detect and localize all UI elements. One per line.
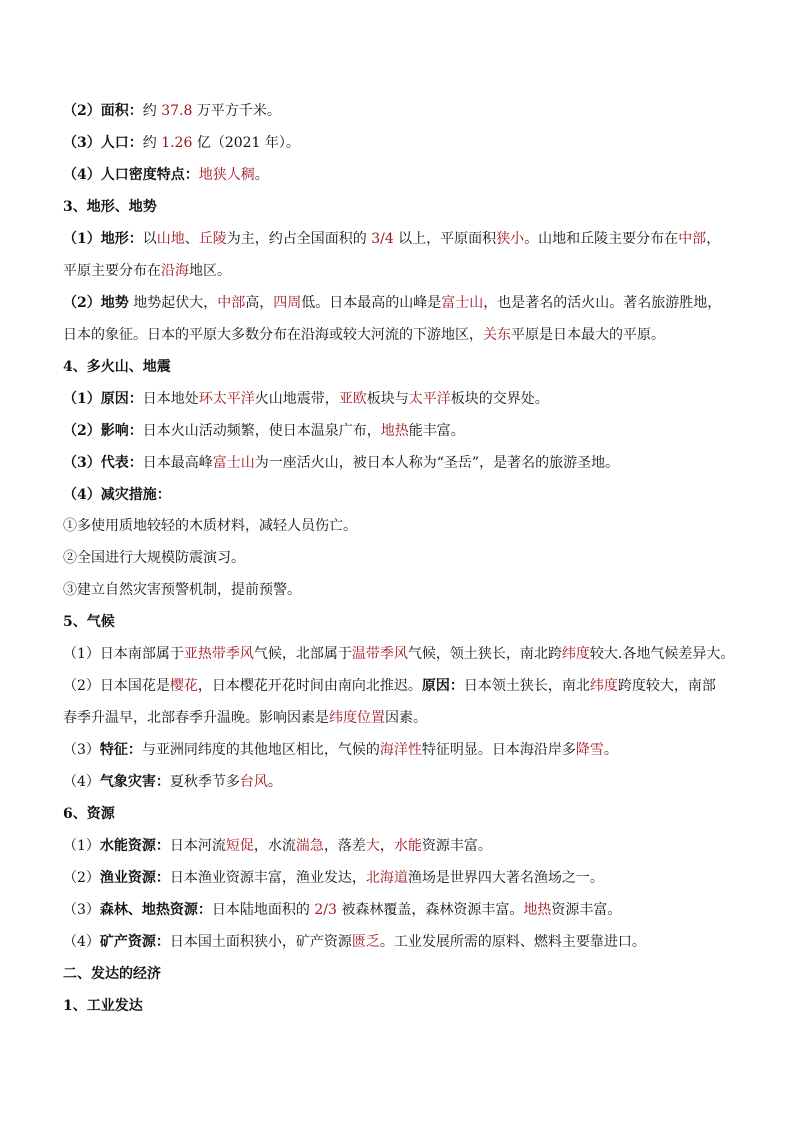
- relief-line-2-segment: 关东: [483, 327, 511, 343]
- representative-line: [63, 453, 733, 473]
- area-line: [63, 101, 733, 121]
- mineral-line-segment: 。工业发展所需的原料、燃料主要靠进口。: [379, 934, 646, 950]
- climate-feature-line-segment: （3）: [63, 742, 100, 758]
- mitigation-1: [63, 516, 733, 536]
- water-line-segment: 湍急: [295, 838, 324, 854]
- climate-line-1-segment: 气候，领土狭长，南北跨: [407, 646, 562, 662]
- climate-line-1-segment: 亚热带季风: [183, 646, 254, 662]
- mitigation-2-segment: ②全国进行大规模防震演习。: [63, 550, 245, 566]
- water-line-segment: ，水流: [253, 838, 296, 854]
- forest-line-segment: 被森林覆盖，森林资源丰富。: [336, 902, 524, 918]
- fishery-line-segment: 渔业资源：: [99, 870, 170, 886]
- climate-line-2-segment: ，日本樱花开花时间由南向北推迟。: [197, 678, 422, 694]
- terrain-line-1-segment: 山地: [156, 231, 185, 247]
- cause-line-segment: 板块的交界处。: [450, 391, 549, 407]
- relief-line-1-segment: 低。日本最高的山峰是: [301, 295, 442, 311]
- heading-climate-segment: 5、气候: [63, 614, 115, 630]
- terrain-line-2: [63, 261, 733, 281]
- heading-resources-segment: 6、资源: [63, 806, 115, 822]
- relief-line-1-segment: 高，: [245, 295, 274, 311]
- relief-line-1-segment: 地势起伏大，: [128, 295, 218, 311]
- fishery-line-segment: （2）: [63, 870, 100, 886]
- heading-resources: [63, 804, 733, 824]
- mitigation-1-segment: ①多使用质地较轻的木质材料，减轻人员伤亡。: [63, 518, 357, 534]
- relief-line-1: [63, 293, 733, 313]
- relief-line-1-segment: 四周: [273, 295, 302, 311]
- terrain-line-1-segment: 3/4: [371, 231, 394, 247]
- climate-line-3: [63, 708, 733, 728]
- population-line-segment: （3）人口：: [63, 135, 143, 151]
- area-line-segment: 37.8: [161, 103, 193, 119]
- cause-line-segment: 太平洋: [408, 391, 451, 407]
- climate-line-2-segment: 日本领土狭长，南北: [463, 678, 590, 694]
- water-line-segment: 水能: [393, 838, 422, 854]
- population-line-segment: 1.26: [161, 135, 193, 151]
- relief-line-2-segment: 日本的象征。日本的平原大多数分布在沿海或较大河流的下游地区，: [63, 327, 483, 343]
- representative-line-segment: 为一座活火山，被日本人称为“圣岳”，是著名的旅游圣地。: [254, 455, 620, 471]
- water-line-segment: 水能资源：: [99, 838, 170, 854]
- relief-line-1-segment: 中部: [217, 295, 246, 311]
- cause-line-segment: 亚欧: [338, 391, 367, 407]
- forest-line: [63, 900, 733, 920]
- mineral-line: [63, 932, 733, 952]
- cause-line-segment: 环太平洋: [198, 391, 255, 407]
- representative-line-segment: 富士山: [212, 455, 255, 471]
- forest-line-segment: 资源丰富。: [551, 902, 622, 918]
- terrain-line-1-segment: 以上，平原面积: [393, 231, 497, 247]
- climate-feature-line-segment: 特征：: [99, 742, 142, 758]
- terrain-line-1: [63, 229, 733, 249]
- water-line-segment: 大: [365, 838, 380, 854]
- impact-line-segment: 地热: [380, 423, 409, 439]
- terrain-line-1-segment: （1）地形：: [63, 231, 143, 247]
- heading-volcano-segment: 4、多火山、地震: [63, 359, 171, 375]
- climate-feature-line-segment: 。: [603, 742, 618, 758]
- relief-line-1-segment: （2）地势: [63, 295, 129, 311]
- forest-line-segment: 地热: [523, 902, 552, 918]
- mitigation-3-segment: ③建立自然灾害预警机制，提前预警。: [63, 582, 301, 598]
- forest-line-segment: 森林、地热资源：: [99, 902, 212, 918]
- mineral-line-segment: 日本国土面积狭小，矿产资源: [169, 934, 352, 950]
- cause-line-segment: 日本地处: [142, 391, 199, 407]
- climate-feature-line-segment: 海洋性: [379, 742, 422, 758]
- terrain-line-1-segment: 狭小: [496, 231, 525, 247]
- climate-line-3-segment: 春季升温早，北部春季升温晚。影响因素是: [63, 710, 329, 726]
- climate-line-1-segment: （1）日本南部属于: [63, 646, 184, 662]
- climate-line-2-segment: （2）日本国花是: [63, 678, 170, 694]
- heading-economy-segment: 二、发达的经济: [63, 966, 161, 982]
- mineral-line-segment: 匮乏: [351, 934, 380, 950]
- water-line-segment: ，落差: [323, 838, 366, 854]
- representative-line-segment: 日本最高峰: [142, 455, 213, 471]
- mitigation-3: [63, 580, 733, 600]
- climate-line-3-segment: 纬度位置: [329, 710, 385, 726]
- climate-line-3-segment: 因素。: [385, 710, 427, 726]
- water-line-segment: ，: [379, 838, 394, 854]
- terrain-line-1-segment: 。山地和丘陵主要分布在: [524, 231, 679, 247]
- terrain-line-1-segment: 为主，约占全国面积的: [226, 231, 372, 247]
- impact-line: [63, 421, 733, 441]
- area-line-segment: 约: [142, 103, 162, 119]
- fishery-line-segment: 日本渔业资源丰富，渔业发达，: [169, 870, 366, 886]
- climate-line-2-segment: 跨度较大，南部: [617, 678, 716, 694]
- mineral-line-segment: 矿产资源：: [99, 934, 170, 950]
- climate-line-1-segment: 温带季风: [351, 646, 408, 662]
- impact-line-segment: （2）影响：: [63, 423, 143, 439]
- heading-terrain-segment: 3、地形、地势: [63, 199, 157, 215]
- terrain-line-1-segment: 以: [142, 231, 157, 247]
- mitigation-2: [63, 548, 733, 568]
- climate-line-1-segment: 气候，北部属于: [253, 646, 352, 662]
- density-line-segment: 地狭人稠: [198, 167, 255, 183]
- cause-line-segment: 火山地震带，: [254, 391, 339, 407]
- terrain-line-2-segment: 沿海: [161, 263, 189, 279]
- relief-line-2-segment: 平原是日本最大的平原。: [511, 327, 665, 343]
- climate-disaster-line-segment: 台风: [239, 774, 268, 790]
- climate-disaster-line-segment: 夏秋季节多: [169, 774, 240, 790]
- terrain-line-2-segment: 地区。: [189, 263, 231, 279]
- relief-line-1-segment: 富士山: [441, 295, 484, 311]
- terrain-line-1-segment: 、: [184, 231, 199, 247]
- density-line: [63, 165, 733, 185]
- climate-disaster-line-segment: 气象灾害：: [99, 774, 170, 790]
- heading-industry: [63, 996, 733, 1016]
- climate-disaster-line: [63, 772, 733, 792]
- representative-line-segment: （3）代表：: [63, 455, 143, 471]
- climate-feature-line-segment: 与亚洲同纬度的其他地区相比，气候的: [141, 742, 380, 758]
- water-line: [63, 836, 733, 856]
- forest-line-segment: 日本陆地面积的: [211, 902, 315, 918]
- density-line-segment: （4）人口密度特点：: [63, 167, 199, 183]
- heading-volcano: [63, 357, 733, 377]
- forest-line-segment: 2/3: [314, 902, 337, 918]
- mineral-line-segment: （4）: [63, 934, 100, 950]
- cause-line: [63, 389, 733, 409]
- density-line-segment: 。: [254, 167, 269, 183]
- fishery-line-segment: 北海道: [365, 870, 408, 886]
- climate-line-2-segment: 原因：: [421, 678, 464, 694]
- climate-line-1: [63, 644, 733, 664]
- mitigation-heading-segment: （4）减灾措施：: [63, 487, 171, 503]
- climate-line-2-segment: 纬度: [589, 678, 618, 694]
- mitigation-heading: [63, 485, 733, 505]
- area-line-segment: （2）面积：: [63, 103, 143, 119]
- forest-line-segment: （3）: [63, 902, 100, 918]
- population-line: [63, 133, 733, 153]
- water-line-segment: 短促: [225, 838, 254, 854]
- climate-line-1-segment: 较大.各地气候差异大。: [589, 646, 735, 662]
- climate-line-1-segment: 纬度: [561, 646, 590, 662]
- water-line-segment: 资源丰富。: [421, 838, 492, 854]
- climate-feature-line-segment: 特征明显。日本海沿岸多: [421, 742, 576, 758]
- cause-line-segment: 板块与: [366, 391, 409, 407]
- population-line-segment: 亿（2021 年）。: [192, 135, 300, 151]
- heading-industry-segment: 1、工业发达: [63, 998, 143, 1014]
- area-line-segment: 万平方千米。: [192, 103, 281, 119]
- climate-line-2-segment: 樱花: [169, 678, 198, 694]
- climate-line-2: [63, 676, 733, 696]
- relief-line-2: [63, 325, 733, 345]
- fishery-line-segment: 渔场是世界四大著名渔场之一。: [407, 870, 604, 886]
- climate-feature-line: [63, 740, 733, 760]
- climate-feature-line-segment: 降雪: [575, 742, 604, 758]
- climate-disaster-line-segment: 。: [267, 774, 282, 790]
- water-line-segment: 日本河流: [169, 838, 226, 854]
- heading-economy: [63, 964, 733, 984]
- impact-line-segment: 日本火山活动频繁，使日本温泉广布，: [142, 423, 381, 439]
- heading-climate: [63, 612, 733, 632]
- population-line-segment: 约: [142, 135, 162, 151]
- terrain-line-1-segment: 中部: [678, 231, 707, 247]
- terrain-line-1-segment: 丘陵: [198, 231, 227, 247]
- terrain-line-1-segment: ，: [706, 231, 721, 247]
- heading-terrain: [63, 197, 733, 217]
- water-line-segment: （1）: [63, 838, 100, 854]
- impact-line-segment: 能丰富。: [408, 423, 465, 439]
- cause-line-segment: （1）原因：: [63, 391, 143, 407]
- fishery-line: [63, 868, 733, 888]
- terrain-line-2-segment: 平原主要分布在: [63, 263, 161, 279]
- relief-line-1-segment: ，也是著名的活火山。著名旅游胜地，: [483, 295, 722, 311]
- climate-disaster-line-segment: （4）: [63, 774, 100, 790]
